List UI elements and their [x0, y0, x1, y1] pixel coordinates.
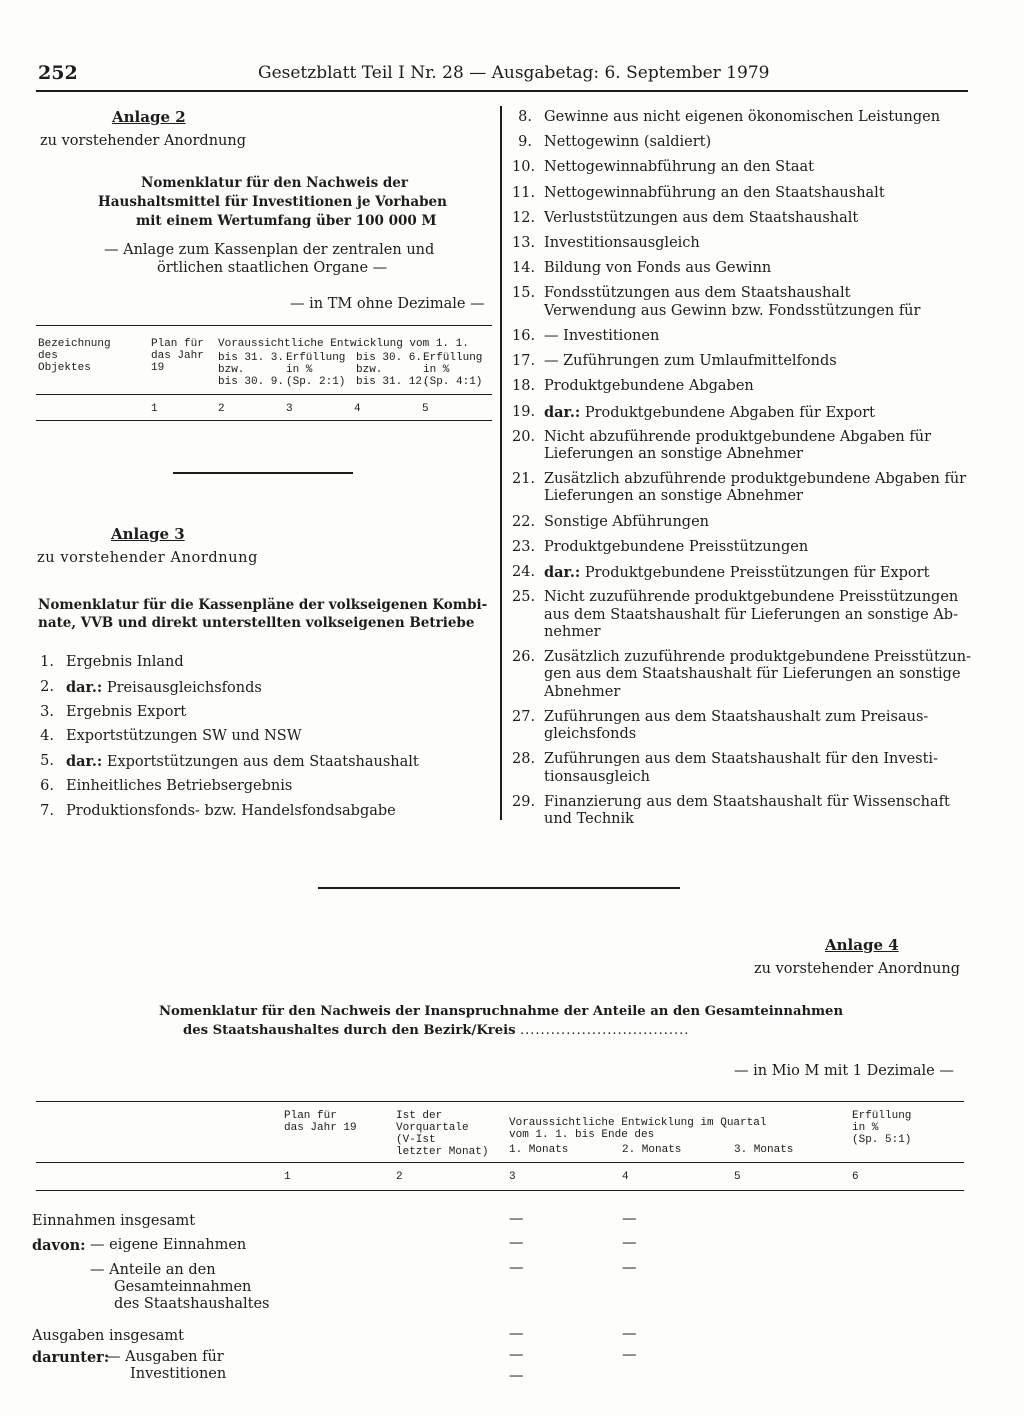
list-item-number: 1.	[40, 654, 54, 670]
anlage4-heading-1: Nomenklatur für den Nachweis der Inanspruchnahme der Anteile an den Gesamteinnahmen	[159, 1004, 844, 1019]
list-item-line: nehmer	[544, 623, 601, 640]
list-item-text	[544, 751, 938, 768]
row-anteile-1: — Anteile an den	[90, 1262, 216, 1278]
a4-col-ist-3: (V-Ist	[396, 1134, 436, 1146]
list-item-bold-prefix: dar.:	[66, 678, 103, 696]
list-item-text	[544, 709, 928, 726]
row-anteile-dash-3: —	[509, 1260, 524, 1276]
list-item-text	[544, 684, 620, 701]
col-plan-2: das Jahr	[151, 350, 204, 362]
list-item-text	[66, 803, 396, 820]
list-item-line: Produktgebundene Abgaben	[544, 378, 754, 395]
list-item	[38, 728, 478, 745]
list-item-text	[66, 654, 184, 671]
header-rule	[36, 90, 968, 92]
list-item-text	[544, 607, 958, 624]
col-b-2: in %	[286, 364, 313, 376]
list-item	[512, 378, 968, 395]
col-bezeichnung-3: Objektes	[38, 362, 91, 374]
list-item-text	[66, 753, 419, 771]
a4-col-voraus-2: vom 1. 1. bis Ende des	[509, 1129, 655, 1141]
list-item-bold-prefix: dar.:	[66, 753, 103, 771]
list-item-line: aus dem Staatshaushalt für Lieferungen an sonstige Ab-	[544, 606, 958, 623]
a4-col-erf-2: in %	[852, 1122, 879, 1134]
list-item	[38, 803, 478, 820]
list-item-text	[544, 134, 711, 151]
list-item-text	[544, 624, 601, 641]
anlage3-subtitle: zu vorstehender Anordnung	[37, 550, 259, 566]
list-item-number: 26.	[512, 649, 536, 666]
anlage2-colnum-2: 2	[218, 403, 225, 415]
list-item-text	[544, 811, 634, 828]
anlage2-subtitle: zu vorstehender Anordnung	[40, 133, 247, 149]
list-item-line: Finanzierung aus dem Staatshaushalt für Wissenschaft	[544, 793, 950, 810]
a4-col-ist-2: Vorquartale	[396, 1122, 469, 1134]
list-item-line: Investitionsausgleich	[544, 235, 700, 251]
list-item-text	[544, 589, 958, 606]
list-item	[512, 649, 972, 701]
list-item-number: 28.	[512, 751, 536, 768]
anlage2-table-mid-rule	[36, 394, 492, 395]
list-item-text	[544, 446, 803, 463]
col-b-3: (Sp. 2:1)	[286, 376, 346, 388]
list-item-line: Zusätzlich zuzuführende produktgebundene Preisstützun-	[544, 649, 972, 666]
list-item-line: Zuführungen aus dem Staatshaushalt zum Preisaus-	[544, 708, 929, 725]
list-item	[512, 235, 968, 252]
list-item-line: Nettogewinn (saldiert)	[544, 134, 712, 151]
list-item-text	[544, 726, 636, 743]
list-item-line: Einheitliches Betriebsergebnis	[66, 778, 293, 794]
anlage2-colnum-1: 1	[151, 403, 158, 415]
list-item	[38, 654, 478, 671]
list-item-line: gen aus dem Staatshaushalt für Lieferungen an sonstige	[544, 666, 961, 683]
list-item	[512, 564, 968, 581]
col-c-1: bis 30. 6.	[356, 352, 423, 364]
a4-colnum-1: 1	[284, 1171, 291, 1183]
anlage4-heading-dots: .................................	[520, 1023, 690, 1038]
list-item-number: 23.	[512, 538, 536, 555]
list-item-text	[544, 285, 850, 302]
col-plan-1: Plan für	[151, 338, 204, 350]
list-item-text	[66, 679, 262, 697]
section-separator-center	[318, 887, 680, 889]
a4-colnum-3: 3	[509, 1171, 516, 1183]
a4-col-ist-4: letzter Monat)	[396, 1146, 489, 1158]
row-invest-dash-3: —	[509, 1347, 524, 1363]
a4-col-plan-1: Plan für	[284, 1110, 337, 1122]
list-item-text	[544, 564, 929, 582]
list-item	[512, 134, 968, 151]
list-item-number: 25.	[512, 589, 536, 606]
anlage2-unit: — in TM ohne Dezimale —	[290, 296, 485, 312]
row-invest-dash-4: —	[622, 1347, 637, 1363]
list-item-text	[544, 210, 858, 227]
section-separator-left	[173, 472, 353, 474]
list-item-text	[544, 328, 659, 345]
list-item-number: 27.	[512, 708, 536, 725]
row-anteile-2: Gesamteinnahmen	[114, 1279, 252, 1295]
a4-col-ist-1: Ist der	[396, 1110, 443, 1122]
row-eigene: — eigene Einnahmen	[90, 1237, 247, 1253]
list-item	[512, 328, 968, 345]
list-item	[512, 159, 968, 176]
list-item-number: 16.	[512, 327, 536, 344]
list-item-line: Produktgebundene Preisstützungen	[544, 538, 809, 555]
list-item-text	[544, 666, 961, 683]
anlage2-table-bottom-rule	[36, 420, 492, 421]
list-item-text	[66, 704, 186, 721]
list-item-line: Abnehmer	[544, 683, 621, 700]
list-item-text	[66, 778, 292, 795]
list-item	[512, 210, 968, 227]
row-eigene-dash-3: —	[509, 1235, 524, 1251]
anlage2-colnum-4: 4	[354, 403, 361, 415]
anlage2-colnum-5: 5	[422, 403, 429, 415]
list-item-number: 5.	[40, 753, 54, 770]
list-item-number: 6.	[40, 778, 54, 794]
list-item-line: Ergebnis Inland	[66, 654, 184, 670]
a4-colnum-6: 6	[852, 1171, 859, 1183]
list-item-number: 2.	[40, 678, 54, 695]
list-item-line: gleichsfonds	[544, 726, 637, 743]
list-item-line: Fondsstützungen aus dem Staatshaushalt	[544, 285, 851, 302]
list-item-text	[544, 159, 814, 176]
list-item-number: 13.	[512, 235, 536, 251]
list-item-text	[544, 794, 950, 811]
list-item	[512, 429, 968, 464]
list-item-number: 11.	[512, 184, 536, 201]
anlage2-heading-2: Haushaltsmittel für Investitionen je Vorhaben	[98, 194, 447, 210]
list-item-line: Produktgebundene Abgaben für Export	[580, 404, 875, 421]
list-item-line: Zuführungen aus dem Staatshaushalt für den Investi-	[544, 751, 938, 768]
list-item-text	[544, 185, 885, 202]
list-item	[512, 260, 968, 277]
list-item-line: Bildung von Fonds aus Gewinn	[544, 260, 772, 277]
list-item-line: Exportstützungen SW und NSW	[66, 728, 302, 745]
list-item-line: Produktionsfonds- bzw. Handelsfondsabgabe	[66, 802, 396, 819]
list-item-number: 9.	[518, 134, 532, 151]
a4-colnum-2: 2	[396, 1171, 403, 1183]
a4-col-monat-3: 3. Monats	[734, 1144, 794, 1156]
list-item-number: 24.	[512, 564, 536, 581]
list-item	[512, 589, 968, 641]
list-item-line: Sonstige Abführungen	[544, 513, 709, 530]
row-einnahmen: Einnahmen insgesamt	[32, 1213, 196, 1229]
col-voraus: Voraussichtliche Entwicklung vom 1. 1.	[218, 338, 469, 350]
list-item	[512, 751, 968, 786]
list-item-line: Lieferungen an sonstige Abnehmer	[544, 488, 803, 505]
list-item-line: Ergebnis Export	[66, 703, 187, 720]
list-item-number: 4.	[40, 728, 54, 745]
list-item-text	[544, 378, 754, 395]
list-item-line: Lieferungen an sonstige Abnehmer	[544, 445, 803, 462]
page-number: 252	[38, 62, 78, 84]
list-item-line: Exportstützungen aus dem Staatshaushalt	[102, 754, 419, 771]
a4-colnum-4: 4	[622, 1171, 629, 1183]
anlage4-table-bottom-rule	[36, 1190, 964, 1191]
row-invest-2: Investitionen	[130, 1366, 227, 1382]
list-item-text	[544, 303, 920, 320]
anlage2-subline-1: — Anlage zum Kassenplan der zentralen und	[104, 242, 435, 258]
list-item-number: 12.	[512, 209, 536, 226]
a4-col-erf-3: (Sp. 5:1)	[852, 1134, 912, 1146]
anlage4-subtitle: zu vorstehender Anordnung	[754, 961, 961, 977]
anlage2-heading-3: mit einem Wertumfang über 100 000 M	[136, 213, 437, 229]
col-bezeichnung-2: des	[38, 350, 58, 362]
list-item	[38, 778, 478, 795]
row-eigene-dash-4: —	[622, 1235, 637, 1251]
list-item	[38, 679, 478, 696]
list-item-line: Verluststützungen aus dem Staatshaushalt	[544, 209, 859, 226]
list-item-bold-prefix: dar.:	[544, 564, 581, 582]
a4-col-erf-1: Erfüllung	[852, 1110, 912, 1122]
list-item-number: 22.	[512, 513, 536, 530]
row-ausgaben: Ausgaben insgesamt	[32, 1328, 184, 1344]
list-item-text	[544, 471, 966, 488]
anlage2-colnum-3: 3	[286, 403, 293, 415]
list-item-number: 3.	[40, 703, 54, 720]
a4-col-voraus-1: Voraussichtliche Entwicklung im Quartal	[509, 1117, 767, 1129]
col-bezeichnung-1: Bezeichnung	[38, 338, 111, 350]
row-davon-label: davon:	[32, 1237, 86, 1254]
col-b-1: Erfüllung	[286, 352, 346, 364]
list-item	[512, 709, 968, 744]
list-item-line: Gewinne aus nicht eigenen ökonomischen Leistungen	[544, 109, 941, 125]
col-c-3: bis 31. 12.	[356, 376, 429, 388]
list-item-text	[544, 353, 837, 370]
list-item-number: 15.	[512, 285, 536, 302]
col-c-2: bzw.	[356, 364, 383, 376]
anlage2-subline-2: örtlichen staatlichen Organe —	[157, 260, 388, 276]
list-item-text	[544, 539, 808, 556]
col-d-1: Erfüllung	[423, 352, 483, 364]
list-item	[512, 794, 968, 829]
list-item-line: Nettogewinnabführung an den Staat	[544, 159, 814, 176]
col-d-2: in %	[423, 364, 450, 376]
anlage4-heading-2: des Staatshaushaltes durch den Bezirk/Kreis	[183, 1023, 516, 1038]
anlage4-table-top-rule	[36, 1101, 964, 1102]
list-item-number: 29.	[512, 793, 536, 810]
a4-colnum-5: 5	[734, 1171, 741, 1183]
list-item	[512, 404, 968, 421]
list-item	[512, 514, 968, 531]
a4-col-monat-2: 2. Monats	[622, 1144, 682, 1156]
row-anteile-3: des Staatshaushaltes	[114, 1296, 270, 1312]
list-item-line: — Zuführungen zum Umlaufmittelfonds	[544, 353, 837, 370]
list-item-line: Produktgebundene Preisstützungen für Export	[580, 565, 930, 582]
col-d-3: (Sp. 4:1)	[423, 376, 483, 388]
list-item	[38, 704, 478, 721]
list-item	[38, 753, 478, 770]
list-item-line: Nettogewinnabführung an den Staatshaushalt	[544, 184, 885, 201]
list-item	[512, 471, 968, 506]
list-item-line: Nicht abzuführende produktgebundene Abgaben für	[544, 428, 932, 445]
a4-col-plan-2: das Jahr 19	[284, 1122, 357, 1134]
anlage4-unit: — in Mio M mit 1 Dezimale —	[734, 1063, 954, 1079]
list-item-line: Preisausgleichsfonds	[102, 679, 262, 696]
list-item	[512, 185, 968, 202]
list-item	[512, 539, 968, 556]
list-item-text	[544, 488, 803, 505]
list-item-text	[544, 260, 771, 277]
a4-col-monat-1: 1. Monats	[509, 1144, 569, 1156]
row-invest-1: — Ausgaben für	[106, 1349, 224, 1365]
list-item-number: 14.	[512, 260, 536, 277]
list-item-text	[544, 649, 971, 666]
list-item	[512, 285, 968, 320]
row-darunter-label: darunter:	[32, 1349, 110, 1366]
row-anteile-dash-4: —	[622, 1260, 637, 1276]
anlage2-title: Anlage 2	[112, 108, 186, 126]
row-einnahmen-dash-4: —	[622, 1211, 637, 1227]
col-a-1: bis 31. 3.	[218, 352, 285, 364]
list-item-text	[66, 728, 302, 745]
list-item-number: 8.	[518, 109, 532, 125]
list-item-text	[544, 514, 709, 531]
anlage4-title: Anlage 4	[825, 936, 899, 954]
list-item-line: Zusätzlich abzuführende produktgebundene Abgaben für	[544, 471, 967, 488]
col-a-3: bis 30. 9.	[218, 376, 285, 388]
list-item-line: Verwendung aus Gewinn bzw. Fondsstützungen für	[544, 302, 921, 319]
list-item-number: 19.	[512, 403, 536, 420]
list-item-line: — Investitionen	[544, 327, 660, 344]
list-item-number: 17.	[512, 353, 536, 370]
list-item-number: 18.	[512, 378, 536, 395]
list-item-line: Nicht zuzuführende produktgebundene Preisstützungen	[544, 589, 959, 606]
list-item-bold-prefix: dar.:	[544, 403, 581, 421]
list-item-text	[544, 769, 650, 786]
row-invest-dash-3b: —	[509, 1368, 524, 1384]
anlage2-table-top-rule	[36, 325, 492, 326]
list-item-text	[544, 109, 940, 126]
row-ausgaben-dash-4: —	[622, 1326, 637, 1342]
column-divider	[500, 106, 502, 820]
col-a-2: bzw.	[218, 364, 245, 376]
list-item-text	[544, 404, 875, 422]
list-item-number: 21.	[512, 471, 536, 488]
list-item-text	[544, 429, 931, 446]
row-ausgaben-dash-3: —	[509, 1326, 524, 1342]
anlage4-table-mid-rule	[36, 1162, 964, 1163]
list-item-number: 7.	[40, 802, 54, 819]
list-item	[512, 109, 968, 126]
anlage3-title: Anlage 3	[111, 525, 185, 543]
col-plan-3: 19	[151, 362, 165, 374]
anlage2-heading-1: Nomenklatur für den Nachweis der	[141, 175, 409, 191]
list-item-text	[544, 235, 700, 252]
anlage3-heading-2: nate, VVB und direkt unterstellten volkseigenen Betriebe	[38, 615, 475, 631]
list-item-number: 20.	[512, 428, 536, 445]
page-header-title: Gesetzblatt Teil I Nr. 28 — Ausgabetag: 6. September 1979	[258, 63, 770, 83]
list-item-number: 10.	[512, 159, 536, 176]
list-item-line: und Technik	[544, 811, 634, 828]
list-item-line: tionsausgleich	[544, 768, 650, 785]
anlage3-heading-1: Nomenklatur für die Kassenpläne der volkseigenen Kombi-	[38, 597, 488, 613]
row-einnahmen-dash-3: —	[509, 1211, 524, 1227]
list-item	[512, 353, 968, 370]
